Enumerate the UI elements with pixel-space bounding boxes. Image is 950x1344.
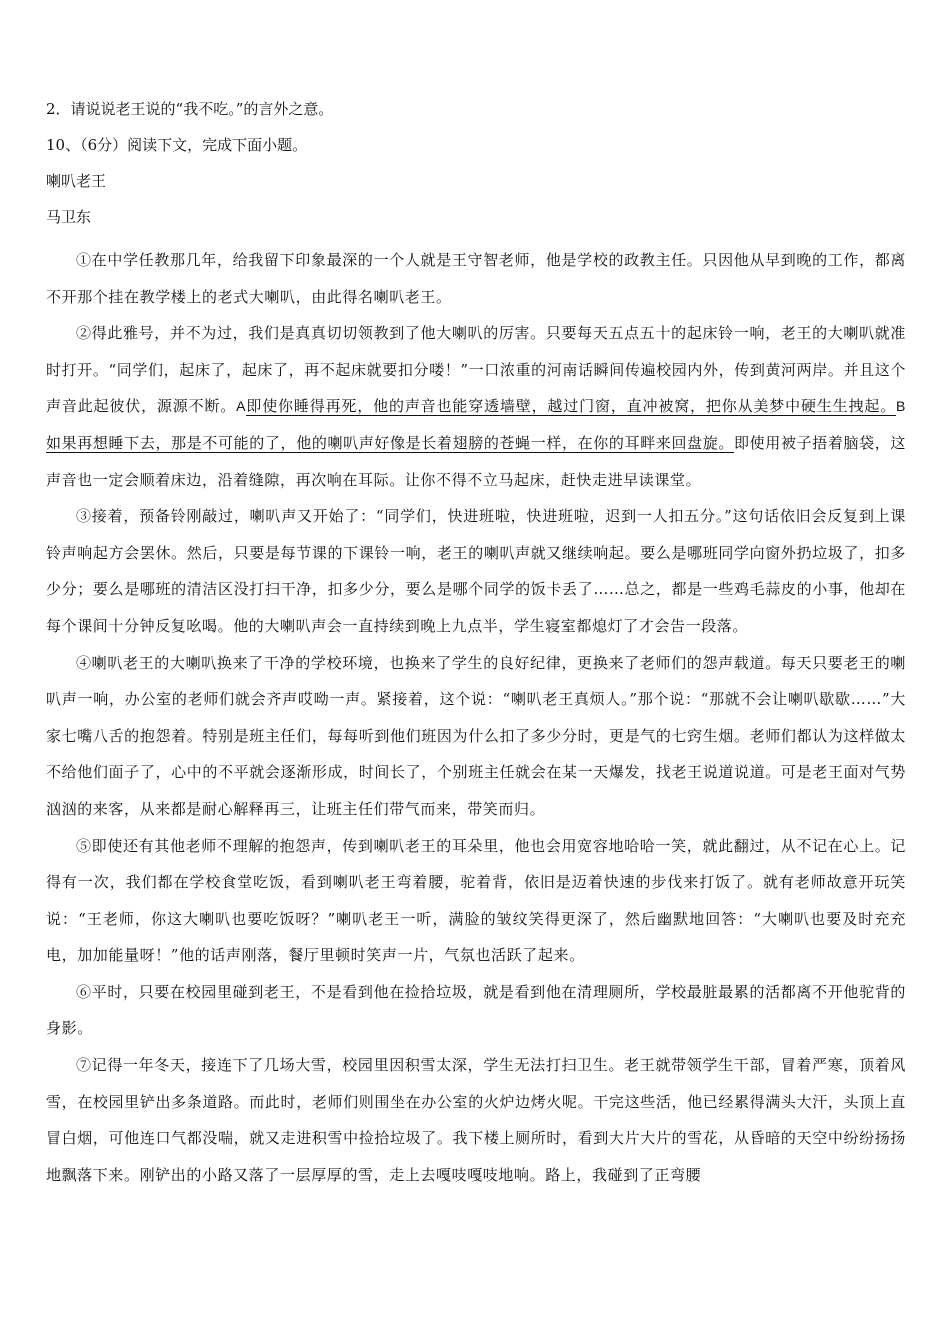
paragraph-2-start: ②得此雅号，并不为过，我们是真真切切领教到了他大喇叭的厉害。只要每天五点五十的起床铃一响，老王的大喇叭就准时打开。“同学们，起床了，起床了，再不起床就要扣分喽！”一口浓重的河南话瞬间传遍校园内外，传到黄河两岸。并且这个声音此起彼伏，源源不断。 [46, 324, 906, 416]
marker-a: A [236, 398, 247, 415]
underlined-sentence-a: 即使你睡得再死，他的声音也能穿透墙壁，越过门窗，直冲被窝，把你从美梦中硬生生拽起。 [246, 397, 897, 416]
underlined-sentence-b: 如果再想睡下去，那是不可能的了，他的喇叭声好像是长着翅膀的苍蝇一样，在你的耳畔来回盘旋。 [46, 433, 735, 452]
question-10: 10、（6分）阅读下文，完成下面小题。 [46, 136, 308, 154]
article-author: 马卫东 [46, 208, 92, 226]
paragraph-4: ④喇叭老王的大喇叭换来了干净的学校环境，也换来了学生的良好纪律，更换来了老师们的怨声载道。每天只要老王的喇叭声一响，办公室的老师们就会齐声哎呦一声。紧接着，这个说：“喇叭老王真烦人。”那个说：“那就不会让喇叭歇歇……”大家七嘴八舌的抱怨着。特别是班主任们，每每听到他们班因为什么扣了多少分时，更是气的七窍生烟。老师们都认为这样做太不给他们面子了，心中的不平就会逐渐形成，时间长了，个别班主任就会在某一天爆发，找老王说道说道。可是老王面对气势汹汹的来客，从来都是耐心解释再三，让班主任们带气而来，带笑而归。 [46, 653, 906, 818]
paragraph-5: ⑤即使还有其他老师不理解的抱怨声，传到喇叭老王的耳朵里，他也会用宽容地哈哈一笑，就此翻过，从不记在心上。记得有一次，我们都在学校食堂吃饭，看到喇叭老王弯着腰，驼着背，依旧是迈着快速的步伐来打饭了。就有老师故意开玩笑说：“王老师，你这大喇叭也要吃饭呀？”喇叭老王一听，满脸的皱纹笑得更深了，然后幽默地回答：“大喇叭也要及时充充电，加加能量呀！”他的话声刚落，餐厅里顿时笑声一片，气氛也活跃了起来。 [46, 836, 906, 965]
document-page [46, 98, 906, 1193]
paragraph-1: ①在中学任教那几年，给我留下印象最深的一个人就是王守智老师，他是学校的政教主任。只因他从早到晚的工作，都离不开那个挂在教学楼上的老式大喇叭，由此得名喇叭老王。 [46, 251, 906, 306]
paragraph-7: ⑦记得一年冬天，接连下了几场大雪，校园里因积雪太深，学生无法打扫卫生。老王就带领学生干部，冒着严寒，顶着风雪，在校园里铲出多条道路。而此时，老师们则围坐在办公室的火炉边烤火呢。干完这些活，他已经累得满头大汗，头顶上直冒白烟，可他连口气都没喘，就又走进积雪中捡拾垃圾了。我下楼上厕所时，看到大片大片的雪花，从昏暗的天空中纷纷扬扬地飘落下来。刚铲出的小路又落了一层厚厚的雪，走上去嘎吱嘎吱地响。路上，我碰到了正弯腰 [46, 1056, 906, 1184]
paragraph-2-end: 即使用被子捂着脑袋，这声音也一定会顺着床边，沿着缝隙，再次响在耳际。让你不得不立马起床，赶快走进早读课堂。 [46, 433, 906, 489]
paragraph-6: ⑥平时，只要在校园里碰到老王，不是看到他在捡拾垃圾，就是看到他在清理厕所，学校最脏最累的活都离不开他驼背的身影。 [46, 982, 906, 1038]
question-2: 2．请说说老王说的“我不吃。”的言外之意。 [46, 100, 334, 118]
article-title: 喇叭老王 [46, 172, 107, 190]
paragraph-2 [46, 315, 906, 498]
paragraph-3: ③接着，预备铃刚敲过，喇叭声又开始了：“同学们，快进班啦，快进班啦，迟到一人扣五分。”这句话依旧会反复到上课铃声响起方会罢休。然后，只要是每节课的下课铃一响，老王的喇叭声就又继续响起。要么是哪班同学向窗外扔垃圾了，扣多少分；要么是哪班的清洁区没打扫干净，扣多少分，要么是哪个同学的饭卡丢了……总之，都是一些鸡毛蒜皮的小事，他却在每个课间十分钟反复吆喝。他的大喇叭声会一直持续到晚上九点半，学生寝室都熄灯了才会告一段落。 [46, 507, 906, 635]
marker-b: B [896, 398, 906, 415]
